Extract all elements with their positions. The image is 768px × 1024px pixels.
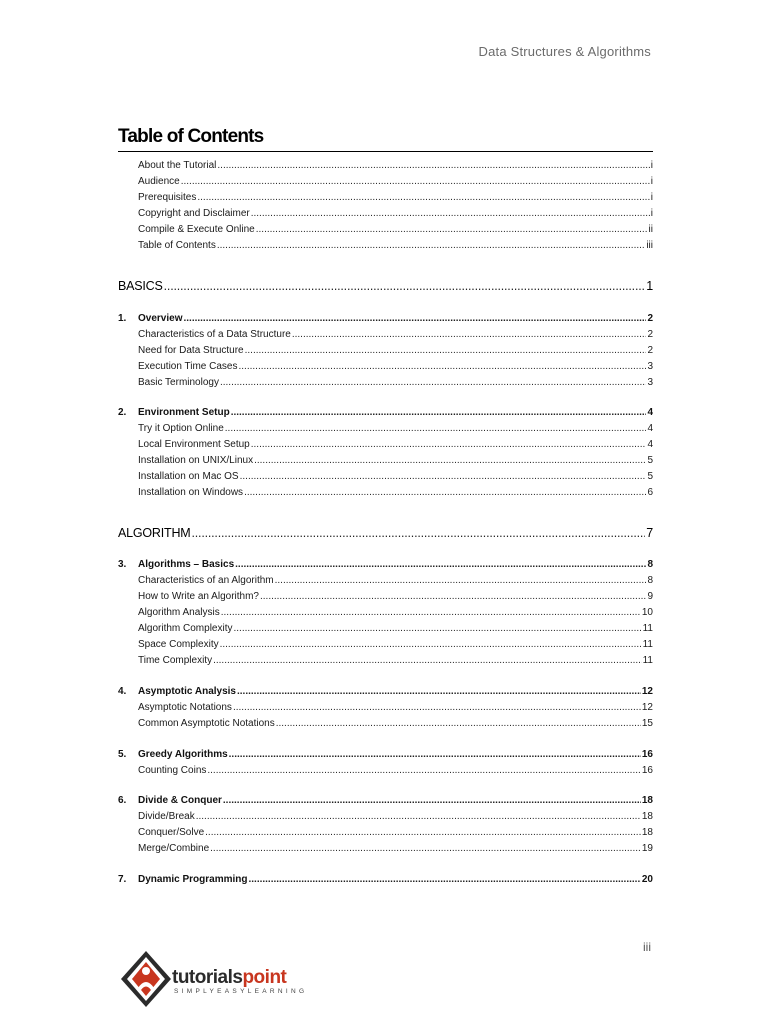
dot-leader xyxy=(223,795,641,806)
dot-leader xyxy=(220,639,642,650)
toc-chapter-6[interactable] xyxy=(118,795,653,806)
toc-entry[interactable] xyxy=(138,471,653,482)
dot-leader xyxy=(181,176,650,187)
dot-leader xyxy=(217,240,646,251)
toc-entry-page: i xyxy=(650,176,653,187)
toc-entry-page: 3 xyxy=(647,361,653,372)
toc-chapter-7[interactable] xyxy=(118,874,653,885)
toc-entry-label: Execution Time Cases xyxy=(138,361,238,372)
title-rule xyxy=(118,151,653,152)
dot-leader xyxy=(248,874,640,885)
chapter-label: Asymptotic Analysis xyxy=(138,686,236,697)
toc-entry[interactable] xyxy=(138,591,653,602)
dot-leader xyxy=(217,160,649,171)
toc-entry-label: Copyright and Disclaimer xyxy=(138,208,250,219)
toc-entry[interactable] xyxy=(138,329,653,340)
chapter-number: 5. xyxy=(118,749,127,760)
toc-part-algorithm[interactable] xyxy=(118,526,653,540)
toc-entry[interactable] xyxy=(138,423,653,434)
chapter-label: Greedy Algorithms xyxy=(138,749,228,760)
logo-wordmark-a: tutorials xyxy=(172,967,243,988)
chapter-page: 8 xyxy=(647,559,653,570)
dot-leader xyxy=(213,655,642,666)
toc-entry-label: Divide/Break xyxy=(138,811,195,822)
logo-tagline: SIMPLYEASYLEARNING xyxy=(174,988,308,995)
dot-leader xyxy=(292,329,647,340)
dot-leader xyxy=(256,224,648,235)
toc-entry-page: 12 xyxy=(641,702,653,713)
dot-leader xyxy=(235,559,646,570)
toc-entry-label: Prerequisites xyxy=(138,192,197,203)
toc-entry[interactable] xyxy=(138,176,653,187)
toc-entry[interactable] xyxy=(138,361,653,372)
toc-entry-label: Basic Terminology xyxy=(138,377,219,388)
toc-entry[interactable] xyxy=(138,377,653,388)
toc-entry-page: 5 xyxy=(647,471,653,482)
toc-entry-label: Installation on UNIX/Linux xyxy=(138,455,254,466)
chapter-number: 1. xyxy=(118,313,127,324)
toc-entry[interactable] xyxy=(138,487,653,498)
toc-chapter-5[interactable] xyxy=(118,749,653,760)
dot-leader xyxy=(221,607,641,618)
toc-entry-page: 2 xyxy=(647,329,653,340)
dot-leader xyxy=(220,377,646,388)
toc-entry[interactable] xyxy=(138,702,653,713)
toc-entry-label: Audience xyxy=(138,176,180,187)
toc-entry-label: Algorithm Analysis xyxy=(138,607,220,618)
toc-chapter-3[interactable] xyxy=(118,559,653,570)
toc-entry-label: Table of Contents xyxy=(138,240,216,251)
logo-diamond-icon xyxy=(121,951,171,1007)
chapter-number: 6. xyxy=(118,795,127,806)
toc-part-page: 1 xyxy=(646,279,653,293)
toc-entry-page: ii xyxy=(648,224,653,235)
toc-entry-label: Time Complexity xyxy=(138,655,213,666)
toc-part-label: ALGORITHM xyxy=(118,526,191,540)
toc-entry-page: i xyxy=(650,160,653,171)
dot-leader xyxy=(276,718,641,729)
chapter-page: 2 xyxy=(647,313,653,324)
dot-leader xyxy=(205,827,641,838)
dot-leader xyxy=(229,749,641,760)
toc-entry-label: Characteristics of a Data Structure xyxy=(138,329,291,340)
toc-entry-label: Characteristics of an Algorithm xyxy=(138,575,274,586)
chapter-page: 20 xyxy=(641,874,653,885)
dot-leader xyxy=(207,765,641,776)
toc-entry-label: Asymptotic Notations xyxy=(138,702,232,713)
chapter-page: 16 xyxy=(641,749,653,760)
dot-leader xyxy=(233,623,641,634)
toc-entry-page: 9 xyxy=(647,591,653,602)
toc-entry[interactable] xyxy=(138,765,653,776)
toc-entry[interactable] xyxy=(138,160,653,171)
page-header-title: Data Structures & Algorithms xyxy=(478,44,651,59)
dot-leader xyxy=(164,279,646,293)
chapter-number: 7. xyxy=(118,874,127,885)
toc-entry[interactable] xyxy=(138,655,653,666)
toc-entry-label: Installation on Windows xyxy=(138,487,244,498)
dot-leader xyxy=(251,439,647,450)
chapter-label: Dynamic Programming xyxy=(138,874,248,885)
toc-entry-label: Merge/Combine xyxy=(138,843,210,854)
toc-part-page: 7 xyxy=(646,526,653,540)
toc-entry-label: Counting Coins xyxy=(138,765,207,776)
dot-leader xyxy=(245,345,647,356)
toc-chapter-4[interactable] xyxy=(118,686,653,697)
toc-entry[interactable] xyxy=(138,607,653,618)
dot-leader xyxy=(183,313,646,324)
chapter-label: Algorithms – Basics xyxy=(138,559,235,570)
dot-leader xyxy=(231,407,647,418)
chapter-number: 4. xyxy=(118,686,127,697)
toc-entry-page: 4 xyxy=(647,423,653,434)
dot-leader xyxy=(196,811,641,822)
toc-entry[interactable] xyxy=(138,240,653,251)
dot-leader xyxy=(275,575,647,586)
toc-entry-page: 11 xyxy=(642,639,653,650)
toc-entry[interactable] xyxy=(138,623,653,634)
dot-leader xyxy=(233,702,641,713)
dot-leader xyxy=(197,192,649,203)
toc-entry[interactable] xyxy=(138,208,653,219)
toc-entry-label: Conquer/Solve xyxy=(138,827,205,838)
chapter-number: 2. xyxy=(118,407,127,418)
toc-entry-label: Algorithm Complexity xyxy=(138,623,233,634)
toc-entry-page: 16 xyxy=(641,765,653,776)
dot-leader xyxy=(260,591,646,602)
toc-entry[interactable] xyxy=(138,718,653,729)
toc-chapter-2[interactable] xyxy=(118,407,653,418)
toc-entry-label: About the Tutorial xyxy=(138,160,217,171)
toc-entry-label: Local Environment Setup xyxy=(138,439,250,450)
toc-entry-page: 11 xyxy=(642,623,653,634)
toc-entry-page: 19 xyxy=(641,843,653,854)
toc-entry-page: 3 xyxy=(647,377,653,388)
toc-entry-label: Need for Data Structure xyxy=(138,345,244,356)
toc-entry[interactable] xyxy=(138,811,653,822)
chapter-page: 4 xyxy=(647,407,653,418)
toc-chapter-1[interactable] xyxy=(118,313,653,324)
toc-entry[interactable] xyxy=(138,345,653,356)
chapter-label: Overview xyxy=(138,313,183,324)
dot-leader xyxy=(239,361,647,372)
toc-entry-page: 18 xyxy=(641,827,653,838)
toc-entry-page: 6 xyxy=(647,487,653,498)
toc-entry[interactable] xyxy=(138,827,653,838)
dot-leader xyxy=(251,208,650,219)
toc-entry-page: iii xyxy=(646,240,653,251)
logo-wordmark xyxy=(172,967,286,989)
toc-entry[interactable] xyxy=(138,639,653,650)
dot-leader xyxy=(240,471,647,482)
dot-leader xyxy=(237,686,641,697)
toc-entry-page: 2 xyxy=(647,345,653,356)
toc-entry[interactable] xyxy=(138,575,653,586)
toc-entry-label: Space Complexity xyxy=(138,639,219,650)
toc-entry-label: Common Asymptotic Notations xyxy=(138,718,275,729)
dot-leader xyxy=(210,843,641,854)
dot-leader xyxy=(254,455,646,466)
toc-entry-page: i xyxy=(650,192,653,203)
toc-entry-page: 10 xyxy=(641,607,653,618)
toc-entry-page: 18 xyxy=(641,811,653,822)
toc-entry[interactable] xyxy=(138,192,653,203)
toc-entry[interactable] xyxy=(138,439,653,450)
logo-wordmark-b: point xyxy=(242,967,287,988)
chapter-label: Environment Setup xyxy=(138,407,230,418)
toc-entry-page: 15 xyxy=(641,718,653,729)
toc-entry-page: 8 xyxy=(647,575,653,586)
toc-entry-label: Compile & Execute Online xyxy=(138,224,255,235)
toc-entry-page: i xyxy=(650,208,653,219)
toc-entry-label: Installation on Mac OS xyxy=(138,471,239,482)
dot-leader xyxy=(244,487,646,498)
toc-part-basics[interactable] xyxy=(118,279,653,293)
chapter-page: 12 xyxy=(641,686,653,697)
chapter-page: 18 xyxy=(641,795,653,806)
dot-leader xyxy=(225,423,647,434)
dot-leader xyxy=(192,526,646,540)
toc-entry[interactable] xyxy=(138,224,653,235)
chapter-number: 3. xyxy=(118,559,127,570)
toc-part-label: BASICS xyxy=(118,279,163,293)
toc-entry[interactable] xyxy=(138,843,653,854)
toc-entry-page: 4 xyxy=(647,439,653,450)
chapter-label: Divide & Conquer xyxy=(138,795,222,806)
toc-entry[interactable] xyxy=(138,455,653,466)
toc-entry-page: 11 xyxy=(642,655,653,666)
toc-entry-page: 5 xyxy=(647,455,653,466)
toc-entry-label: Try it Option Online xyxy=(138,423,224,434)
page-number: iii xyxy=(643,940,651,954)
toc-title: Table of Contents xyxy=(118,126,264,147)
toc-entry-label: How to Write an Algorithm? xyxy=(138,591,259,602)
